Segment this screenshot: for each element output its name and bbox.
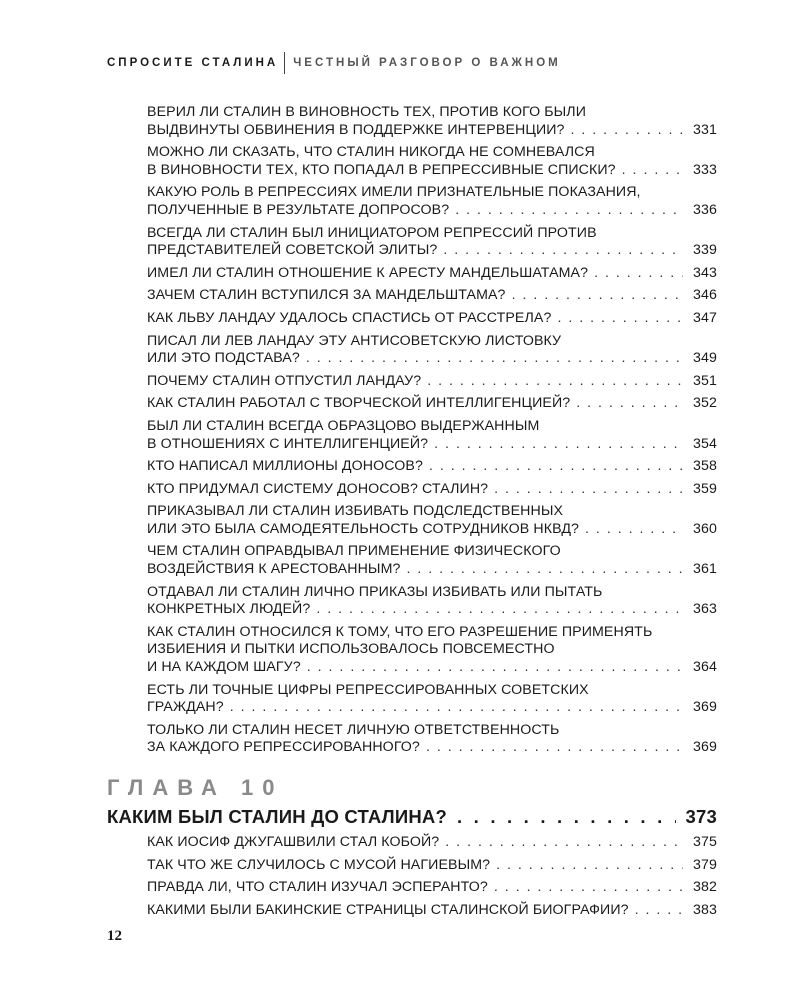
toc-entry (147, 481, 717, 499)
leader-dots (316, 601, 683, 619)
toc-entry-text: ВЕРИЛ ЛИ СТАЛИН В ВИНОВНОСТЬ ТЕХ, ПРОТИВ КОГО БЫЛИ (147, 104, 587, 120)
toc-entry-page: 336 (693, 201, 717, 218)
toc-entry-page: 359 (693, 480, 717, 497)
toc-entry-last-line (147, 879, 717, 897)
toc-entry (147, 857, 717, 875)
page-number: 12 (107, 928, 122, 944)
toc-entry-last-line (147, 287, 717, 305)
toc-entry-text: КАК СТАЛИН ОТНОСИЛСЯ К ТОМУ, ЧТО ЕГО РАЗРЕШЕНИЕ ПРИМЕНЯТЬ (147, 623, 653, 640)
leader-dots (434, 436, 683, 454)
toc-entry-last-line (147, 521, 717, 539)
toc-entry (147, 333, 717, 368)
toc-entry-text: КАКИМИ БЫЛИ БАКИНСКИЕ СТРАНИЦЫ СТАЛИНСКОЙ БИОГРАФИИ? (147, 901, 629, 918)
toc-entry-page: 339 (693, 242, 717, 259)
toc-entry (147, 310, 717, 328)
leader-dots (585, 521, 683, 539)
toc-entry-page: 333 (693, 161, 717, 178)
chapter-title-row (107, 806, 717, 828)
leader-dots (457, 806, 676, 828)
toc-entry-page: 343 (693, 264, 717, 281)
toc-entry-page: 349 (693, 350, 717, 367)
toc-entry-text: ТАК ЧТО ЖЕ СЛУЧИЛОСЬ С МУСОЙ НАГИЕВЫМ? (147, 856, 491, 873)
toc-entry (147, 543, 717, 578)
toc-entry-text: КТО НАПИСАЛ МИЛЛИОНЫ ДОНОСОВ? (147, 458, 423, 475)
toc-entry-last-line (147, 481, 717, 499)
toc-entry-text: ВЫДВИНУТЫ ОБВИНЕНИЯ В ПОДДЕРЖКЕ ИНТЕРВЕНЦИИ? (147, 121, 565, 138)
toc-entry (147, 225, 717, 260)
toc-entry-last-line (147, 242, 717, 260)
toc-entry-last-line (147, 699, 717, 717)
toc-entry-text: ПРИКАЗЫВАЛ ЛИ СТАЛИН ИЗБИВАТЬ ПОДСЛЕДСТВЕННЫХ (147, 503, 564, 520)
toc-entry-text: ВСЕГДА ЛИ СТАЛИН БЫЛ ИНИЦИАТОРОМ РЕПРЕССИЙ ПРОТИВ (147, 224, 597, 241)
toc-entry-last-line (147, 436, 717, 454)
toc-entry-last-line (147, 162, 717, 180)
leader-dots (594, 265, 683, 283)
toc-entry (147, 395, 717, 413)
toc-entry-text: ЧЕМ СТАЛИН ОПРАВДЫВАЛ ПРИМЕНЕНИЕ ФИЗИЧЕСКОГО (147, 543, 561, 560)
toc-entry (147, 373, 717, 391)
toc-entry-page: 346 (693, 287, 717, 304)
toc-entry-page: 375 (693, 834, 717, 850)
leader-dots (445, 834, 683, 852)
toc-entry-page: 354 (693, 435, 717, 452)
toc-entry-page: 369 (693, 739, 717, 756)
toc-entry-page: 361 (693, 561, 717, 578)
toc-entry (147, 265, 717, 283)
toc-entry-last-line (147, 601, 717, 619)
toc-entry-text: ПОЧЕМУ СТАЛИН ОТПУСТИЛ ЛАНДАУ? (147, 372, 422, 389)
toc-entry-text: ТОЛЬКО ЛИ СТАЛИН НЕСЕТ ЛИЧНУЮ ОТВЕТСТВЕННОСТЬ (147, 721, 560, 738)
toc-entry-text: И НА КАЖДОМ ШАГУ? (147, 659, 301, 676)
toc-entry-text: ГРАЖДАН? (147, 699, 224, 716)
toc-entry-page: 364 (693, 659, 717, 676)
chapter-title: КАКИМ БЫЛ СТАЛИН ДО СТАЛИНА? (107, 806, 447, 827)
toc-entry-text: КАКУЮ РОЛЬ В РЕПРЕССИЯХ ИМЕЛИ ПРИЗНАТЕЛЬНЫЕ ПОКАЗАНИЯ, (147, 184, 641, 201)
toc-entry-page: 351 (693, 372, 717, 389)
leader-dots (443, 242, 683, 260)
toc-entry-text: ИЛИ ЭТО БЫЛА САМОДЕЯТЕЛЬНОСТЬ СОТРУДНИКОВ НКВД? (147, 520, 580, 537)
toc-entry (147, 144, 717, 179)
toc-entry-text: ИМЕЛ ЛИ СТАЛИН ОТНОШЕНИЕ К АРЕСТУ МАНДЕЛЬШАТАМА? (147, 264, 589, 281)
toc-entry-last-line (147, 265, 717, 283)
toc-entry-page: 363 (693, 601, 717, 618)
chapter-entries (147, 834, 717, 924)
toc-entry-text: ИЗБИЕНИЯ И ПЫТКИ ИСПОЛЬЗОВАЛОСЬ ПОВСЕМЕСТНО (147, 641, 555, 658)
leader-dots (496, 857, 683, 875)
toc-entry-last-line (147, 834, 717, 852)
toc-entry-text: ПРАВДА ЛИ, ЧТО СТАЛИН ИЗУЧАЛ ЭСПЕРАНТО? (147, 879, 488, 896)
leader-dots (427, 373, 683, 391)
toc-entry-last-line (147, 350, 717, 368)
toc-entry-text: ПИСАЛ ЛИ ЛЕВ ЛАНДАУ ЭТУ АНТИСОВЕТСКУЮ ЛИСТОВКУ (147, 332, 562, 349)
toc-entry-text: КАК ЛЬВУ ЛАНДАУ УДАЛОСЬ СПАСТИСЬ ОТ РАССТРЕЛА? (147, 309, 552, 326)
toc-entry (147, 682, 717, 717)
toc-entry (147, 902, 717, 920)
toc-entry-text: В ОТНОШЕНИЯХ С ИНТЕЛЛИГЕНЦИЕЙ? (147, 435, 429, 452)
toc-entry-last-line (147, 857, 717, 875)
leader-dots (307, 659, 683, 677)
toc-entry-last-line (147, 561, 717, 579)
toc-entry-text: МОЖНО ЛИ СКАЗАТЬ, ЧТО СТАЛИН НИКОГДА НЕ СОМНЕВАЛСЯ (147, 144, 595, 161)
chapter-label: ГЛАВА 10 (107, 775, 284, 800)
toc-entry-page: 379 (693, 856, 717, 873)
toc-entry (147, 418, 717, 453)
toc-entry (147, 834, 717, 852)
toc-entry (147, 458, 717, 476)
toc-entry-last-line (147, 310, 717, 328)
toc-entry-page: 347 (693, 309, 717, 326)
running-header (107, 52, 561, 74)
toc-entry-last-line (147, 122, 717, 140)
toc-entry (147, 287, 717, 305)
book-subtitle: ЧЕСТНЫЙ РАЗГОВОР О ВАЖНОМ (293, 57, 561, 69)
leader-dots (494, 879, 683, 897)
toc-entry (147, 184, 717, 219)
leader-dots (230, 699, 683, 717)
toc-entry-text: ЕСТЬ ЛИ ТОЧНЫЕ ЦИФРЫ РЕПРЕССИРОВАННЫХ СОВЕТСКИХ (147, 681, 589, 698)
toc-entry-text: КОНКРЕТНЫХ ЛЮДЕЙ? (147, 601, 311, 618)
leader-dots (622, 162, 683, 180)
toc-entry-page: 358 (693, 458, 717, 475)
toc-entry-last-line (147, 395, 717, 413)
header-divider (284, 52, 285, 74)
leader-dots (426, 739, 683, 757)
toc-entry-text: ЗА КАЖДОГО РЕПРЕССИРОВАННОГО? (147, 739, 420, 756)
toc-entry-text: ВОЗДЕЙСТВИЯ К АРЕСТОВАННЫМ? (147, 561, 401, 578)
toc-entry-last-line (147, 659, 717, 677)
leader-dots (557, 310, 683, 328)
toc-entry-text: ПОЛУЧЕННЫЕ В РЕЗУЛЬТАТЕ ДОПРОСОВ? (147, 201, 450, 218)
toc-entry-text: КТО ПРИДУМАЛ СИСТЕМУ ДОНОСОВ? СТАЛИН? (147, 480, 489, 497)
toc-entry (147, 503, 717, 538)
toc-entry-page: 369 (693, 699, 717, 716)
toc-entry-page: 352 (693, 395, 717, 412)
toc-entry-text: ОТДАВАЛ ЛИ СТАЛИН ЛИЧНО ПРИКАЗЫ ИЗБИВАТЬ ИЛИ ПЫТАТЬ (147, 583, 603, 600)
toc-entry-page: 382 (693, 879, 717, 896)
toc-entry-last-line (147, 202, 717, 220)
toc-entry-text: ПРЕДСТАВИТЕЛЕЙ СОВЕТСКОЙ ЭЛИТЫ? (147, 242, 438, 259)
toc-entry-text: БЫЛ ЛИ СТАЛИН ВСЕГДА ОБРАЗЦОВО ВЫДЕРЖАННЫМ (147, 417, 540, 434)
toc-entry-last-line (147, 373, 717, 391)
leader-dots (455, 202, 683, 220)
toc-entry-page: 331 (693, 121, 717, 138)
leader-dots (407, 561, 683, 579)
toc-entry (147, 722, 717, 757)
leader-dots (512, 287, 683, 305)
toc-entry (147, 104, 717, 139)
leader-dots (635, 902, 683, 920)
toc-entry-last-line (147, 458, 717, 476)
toc-entry (147, 624, 717, 677)
leader-dots (306, 350, 683, 368)
book-title: СПРОСИТЕ СТАЛИНА (107, 57, 279, 69)
toc-entry-last-line (147, 739, 717, 757)
leader-dots (571, 122, 683, 140)
toc-entry-text: ЗАЧЕМ СТАЛИН ВСТУПИЛСЯ ЗА МАНДЕЛЬШТАМА? (147, 287, 506, 304)
toc-entry-page: 383 (693, 901, 717, 918)
chapter-page: 373 (685, 806, 717, 827)
leader-dots (429, 458, 683, 476)
toc-entry-text: В ВИНОВНОСТИ ТЕХ, КТО ПОПАДАЛ В РЕПРЕССИВНЫЕ СПИСКИ? (147, 161, 616, 178)
toc-entry-text: ИЛИ ЭТО ПОДСТАВА? (147, 350, 300, 367)
table-of-contents (147, 104, 717, 762)
toc-entry (147, 584, 717, 619)
leader-dots (576, 395, 683, 413)
toc-entry-last-line (147, 902, 717, 920)
toc-entry (147, 879, 717, 897)
toc-entry-text: КАК ИОСИФ ДЖУГАШВИЛИ СТАЛ КОБОЙ? (147, 834, 440, 850)
toc-entry-page: 360 (693, 520, 717, 537)
leader-dots (494, 481, 683, 499)
toc-entry-text: КАК СТАЛИН РАБОТАЛ С ТВОРЧЕСКОЙ ИНТЕЛЛИГЕНЦИЕЙ? (147, 395, 571, 412)
